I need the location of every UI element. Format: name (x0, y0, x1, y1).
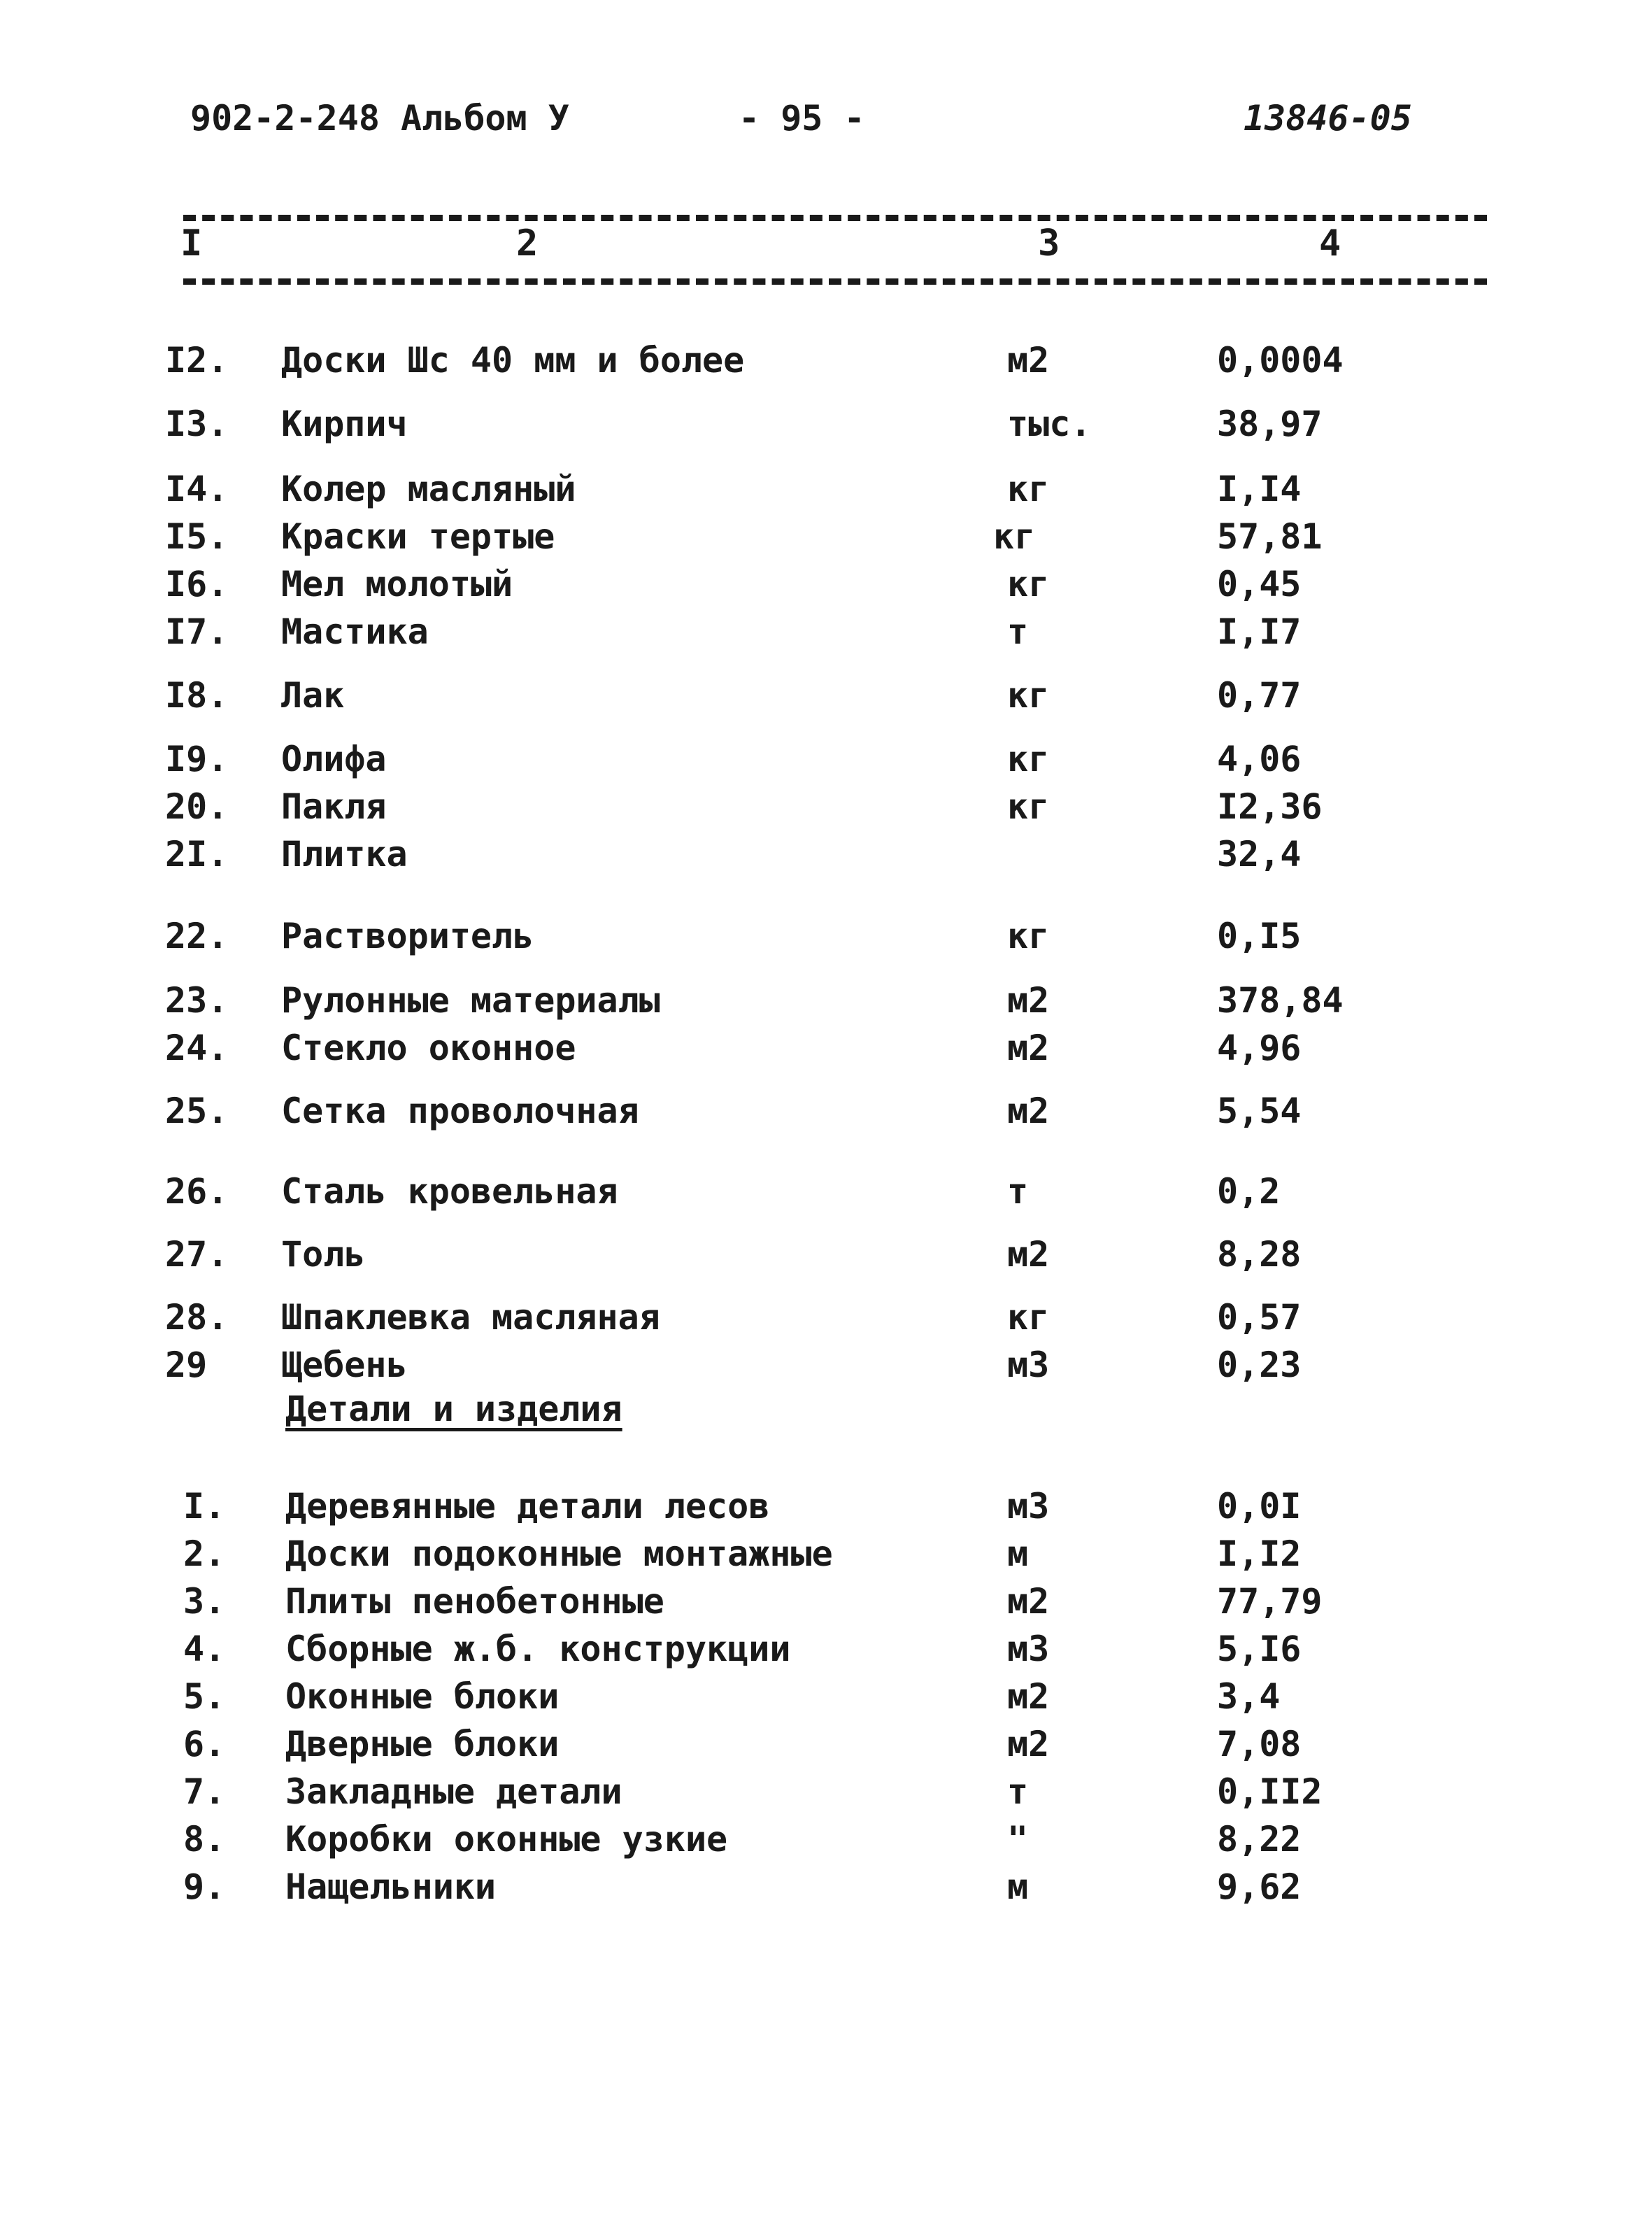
column-header-4: 4 (1319, 222, 1341, 264)
row-unit: м (1007, 1867, 1029, 1907)
row-name: Сетка проволочная (281, 1091, 639, 1131)
table-row (0, 1482, 1652, 1531)
table-row (0, 512, 1652, 561)
table-row (0, 1720, 1652, 1769)
row-value: 0,2 (1217, 1171, 1281, 1212)
row-number: 28. (165, 1297, 229, 1338)
row-unit: м2 (1007, 1091, 1050, 1131)
row-value: 7,08 (1217, 1724, 1302, 1764)
table-row (0, 671, 1652, 720)
row-unit: кг (1007, 469, 1050, 509)
row-name: Краски тертые (281, 516, 555, 557)
row-unit: м (1007, 1534, 1029, 1574)
row-unit: м3 (1007, 1629, 1050, 1669)
page-number: - 95 - (739, 98, 865, 139)
row-name: Толь (281, 1234, 366, 1275)
row-name: Пакля (281, 786, 387, 827)
row-unit: кг (1007, 739, 1050, 779)
row-unit: кг (1007, 916, 1050, 956)
row-number: 29 (165, 1345, 208, 1385)
table-row (0, 1577, 1652, 1626)
row-value: 0,0004 (1217, 340, 1344, 381)
header-divider (183, 278, 1487, 285)
row-value: 4,96 (1217, 1028, 1302, 1068)
row-value: 38,97 (1217, 404, 1323, 444)
row-value: 57,81 (1217, 516, 1323, 557)
row-number: 9. (183, 1867, 226, 1907)
row-number: 3. (183, 1581, 226, 1622)
row-value: 0,0I (1217, 1486, 1302, 1527)
row-name: Сталь кровельная (281, 1171, 618, 1212)
row-unit: м2 (1007, 1581, 1050, 1622)
row-value: I,I4 (1217, 469, 1302, 509)
row-unit: т (1007, 611, 1029, 652)
row-name: Растворитель (281, 916, 534, 956)
row-name: Мел молотый (281, 564, 513, 604)
table-row (0, 399, 1652, 448)
row-name: Щебень (281, 1345, 408, 1385)
row-number: I3. (165, 404, 229, 444)
row-name: Плитка (281, 834, 408, 874)
inventory-number: 13846-05 (1244, 98, 1412, 139)
row-number: 22. (165, 916, 229, 956)
row-name: Закладные детали (285, 1771, 622, 1812)
row-value: 4,06 (1217, 739, 1302, 779)
row-number: 27. (165, 1234, 229, 1275)
table-row (0, 336, 1652, 385)
table-row (0, 1815, 1652, 1864)
row-unit: м2 (1007, 980, 1050, 1021)
row-name: Оконные блоки (285, 1676, 560, 1717)
row-name: Лак (281, 675, 345, 716)
row-value: 0,II2 (1217, 1771, 1323, 1812)
table-row (0, 1024, 1652, 1072)
row-unit: м2 (1007, 1676, 1050, 1717)
row-number: 8. (183, 1819, 226, 1860)
table-row (0, 1624, 1652, 1673)
top-divider (183, 215, 1487, 221)
table-row (0, 1862, 1652, 1911)
table-row (0, 607, 1652, 656)
row-number: 24. (165, 1028, 229, 1068)
row-number: 20. (165, 786, 229, 827)
row-name: Доски Шс 40 мм и более (281, 340, 745, 381)
table-row (0, 1230, 1652, 1279)
row-value: 5,54 (1217, 1091, 1302, 1131)
row-number: I9. (165, 739, 229, 779)
row-number: I6. (165, 564, 229, 604)
row-number: I8. (165, 675, 229, 716)
row-value: 32,4 (1217, 834, 1302, 874)
row-number: 7. (183, 1771, 226, 1812)
row-number: 23. (165, 980, 229, 1021)
row-number: I4. (165, 469, 229, 509)
row-number: 4. (183, 1629, 226, 1669)
row-value: 3,4 (1217, 1676, 1281, 1717)
row-value: 0,57 (1217, 1297, 1302, 1338)
row-name: Мастика (281, 611, 429, 652)
row-number: I5. (165, 516, 229, 557)
row-number: 5. (183, 1676, 226, 1717)
row-unit: м2 (1007, 1724, 1050, 1764)
row-name: Шпаклевка масляная (281, 1297, 660, 1338)
table-row (0, 1293, 1652, 1342)
row-name: Коробки оконные узкие (285, 1819, 728, 1860)
row-value: 0,77 (1217, 675, 1302, 716)
row-name: Колер масляный (281, 469, 576, 509)
row-unit: кг (993, 516, 1036, 557)
row-unit: тыс. (1007, 404, 1092, 444)
row-value: 9,62 (1217, 1867, 1302, 1907)
row-unit: т (1007, 1771, 1029, 1812)
table-row (0, 976, 1652, 1025)
row-value: I,I2 (1217, 1534, 1302, 1574)
row-value: 77,79 (1217, 1581, 1323, 1622)
row-number: 2. (183, 1534, 226, 1574)
row-unit: м3 (1007, 1486, 1050, 1527)
table-row (0, 1767, 1652, 1816)
row-name: Олифа (281, 739, 387, 779)
table-row (0, 465, 1652, 514)
table-row (0, 560, 1652, 609)
table-row (0, 912, 1652, 961)
table-row (0, 1167, 1652, 1216)
row-name: Деревянные детали лесов (285, 1486, 770, 1527)
row-value: 5,I6 (1217, 1629, 1302, 1669)
row-number: 26. (165, 1171, 229, 1212)
row-unit: кг (1007, 564, 1050, 604)
row-name: Кирпич (281, 404, 408, 444)
column-header-2: 2 (516, 222, 539, 264)
row-unit: м3 (1007, 1345, 1050, 1385)
row-value: 8,22 (1217, 1819, 1302, 1860)
table-row (0, 782, 1652, 831)
table-row (0, 1086, 1652, 1135)
row-value: 0,45 (1217, 564, 1302, 604)
table-row (0, 1672, 1652, 1721)
row-unit: м2 (1007, 340, 1050, 381)
row-name: Плиты пенобетонные (285, 1581, 664, 1622)
row-number: 6. (183, 1724, 226, 1764)
row-value: 378,84 (1217, 980, 1344, 1021)
table-row (0, 1529, 1652, 1578)
document-code: 902-2-248 Альбом У (190, 98, 569, 139)
section-title: Детали и изделия (285, 1389, 622, 1429)
row-value: 0,23 (1217, 1345, 1302, 1385)
row-number: I2. (165, 340, 229, 381)
row-number: 25. (165, 1091, 229, 1131)
row-unit: " (1007, 1819, 1029, 1860)
row-unit: кг (1007, 675, 1050, 716)
row-name: Стекло оконное (281, 1028, 576, 1068)
row-value: I,I7 (1217, 611, 1302, 652)
row-value: 8,28 (1217, 1234, 1302, 1275)
row-unit: кг (1007, 1297, 1050, 1338)
row-number: I. (183, 1486, 226, 1527)
row-unit: т (1007, 1171, 1029, 1212)
row-number: 2I. (165, 834, 229, 874)
row-name: Доски подоконные монтажные (285, 1534, 833, 1574)
row-name: Нащельники (285, 1867, 497, 1907)
row-unit: м2 (1007, 1028, 1050, 1068)
row-name: Сборные ж.б. конструкции (285, 1629, 791, 1669)
column-header-1: I (180, 222, 203, 264)
row-number: I7. (165, 611, 229, 652)
row-unit: м2 (1007, 1234, 1050, 1275)
column-header-3: 3 (1038, 222, 1060, 264)
table-row (0, 1340, 1652, 1389)
table-row (0, 735, 1652, 784)
row-name: Рулонные материалы (281, 980, 660, 1021)
row-value: I2,36 (1217, 786, 1323, 827)
table-row (0, 830, 1652, 879)
row-unit: кг (1007, 786, 1050, 827)
row-name: Дверные блоки (285, 1724, 560, 1764)
row-value: 0,I5 (1217, 916, 1302, 956)
